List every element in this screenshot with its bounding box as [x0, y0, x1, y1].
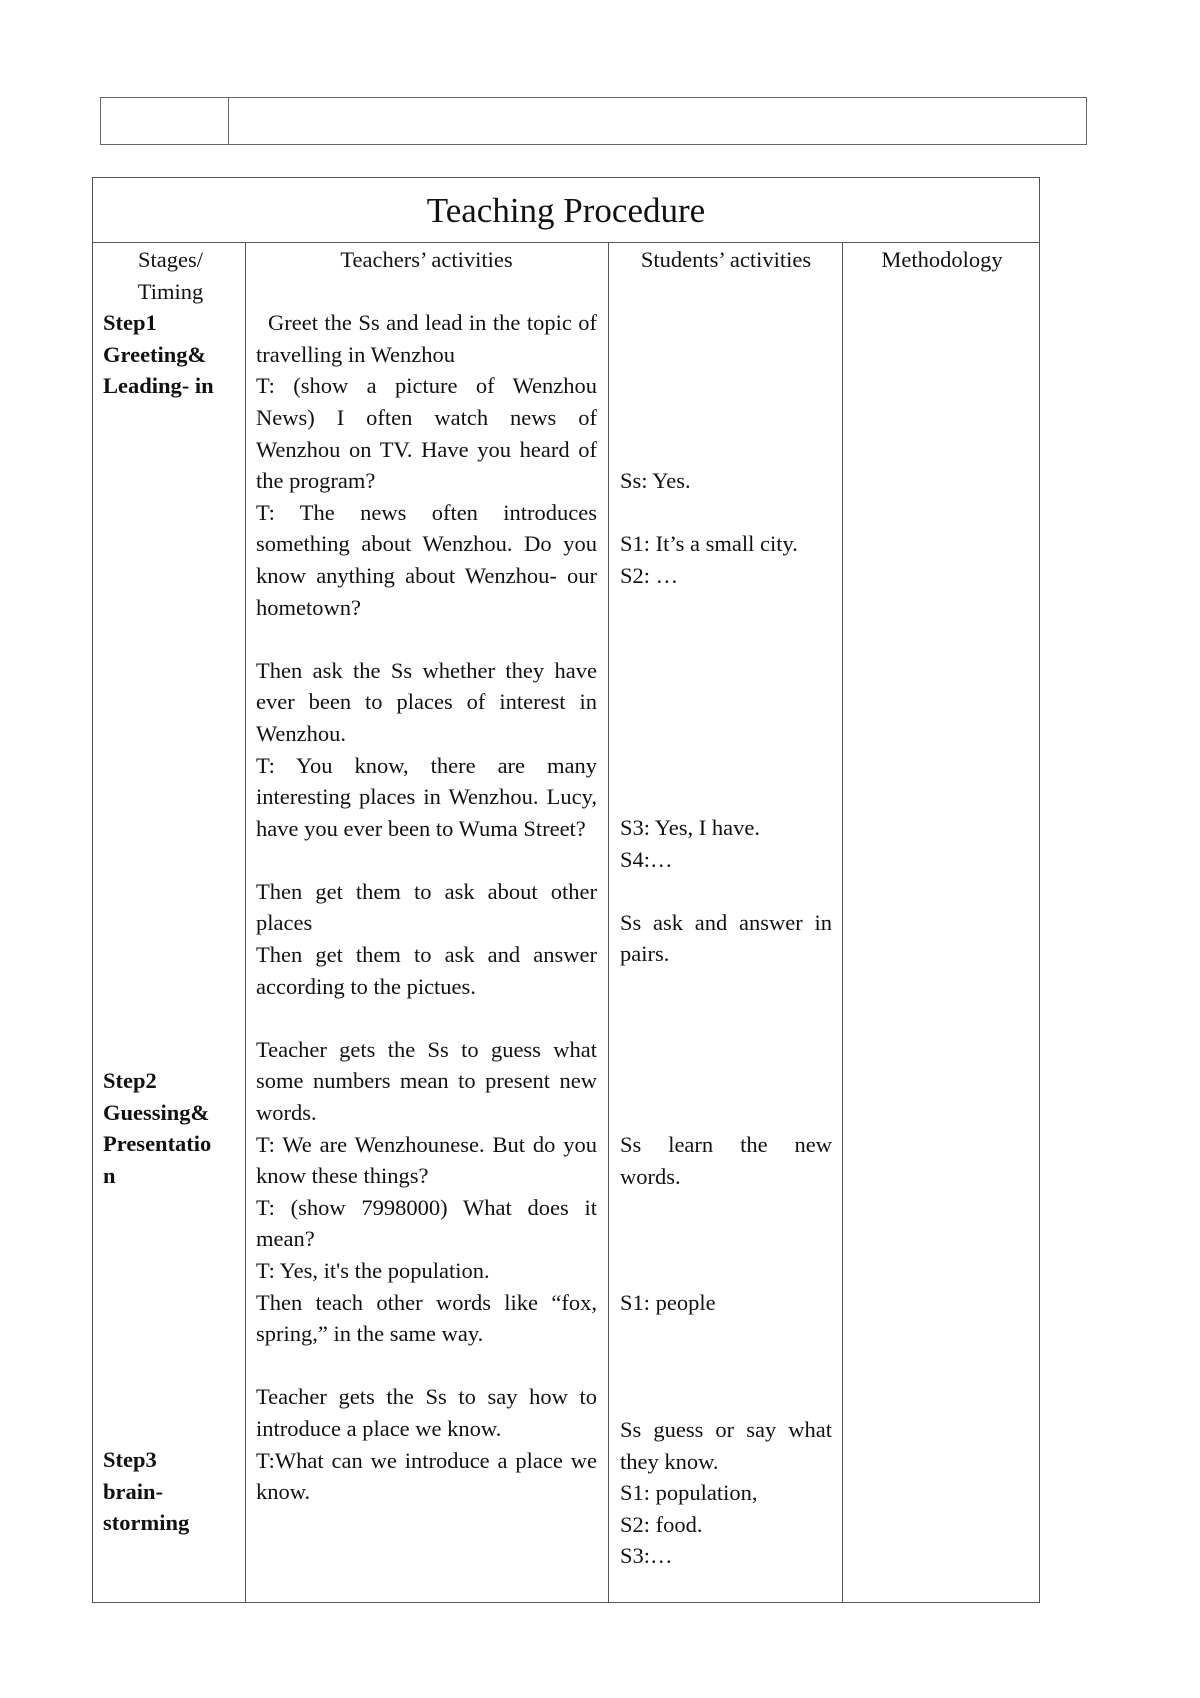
teacher-activity: Then teach other words like “fox, spring,” in the same way. — [256, 1289, 597, 1347]
header-timing: Timing — [137, 278, 204, 304]
teacher-activity: T: Yes, it's the population. — [256, 1258, 490, 1283]
student-response: S4:… — [620, 846, 673, 872]
student-response: Ss guess or say what they know. — [620, 1417, 832, 1474]
student-response: S3:… — [620, 1543, 673, 1569]
step1-name: Leading- in — [103, 373, 214, 399]
teacher-activity: T: The news often introduces something about Wenzhou. Do you know anything about Wenzhou- our hometown? — [256, 499, 597, 620]
student-response: S1: It’s a small city. — [620, 531, 798, 557]
students-block-5 — [620, 1414, 832, 1572]
teacher-activity: Then ask the Ss whether they have ever been to places of interest in Wenzhou. — [256, 657, 597, 746]
header-methodology: Methodology — [881, 247, 1003, 272]
teacher-activity: Then get them to ask and answer according to the pictues. — [256, 942, 597, 999]
teacher-activity: Teacher gets the Ss to say how to introduce a place we know. — [256, 1384, 597, 1441]
step1-name: Greeting& — [103, 341, 207, 367]
header-table-divider — [228, 98, 229, 144]
column-divider — [608, 242, 609, 1602]
step3-label: Step3 — [103, 1447, 157, 1472]
step3-name: storming — [103, 1510, 190, 1536]
step1-label: Step1 — [103, 310, 157, 336]
header-info-table — [100, 97, 1087, 145]
header-students-activities: Students’ activities — [640, 247, 812, 272]
student-response: Ss ask and answer in pairs. — [620, 909, 832, 967]
student-response: S1: population, — [620, 1480, 758, 1506]
teacher-activity: T: (show 7998000) What does it mean? — [256, 1194, 597, 1252]
step2-label: Step2 — [103, 1068, 157, 1093]
students-block-4 — [620, 1287, 832, 1319]
students-block-1 — [620, 465, 832, 591]
teacher-activity: T: We are Wenzhounese. But do you know these things? — [256, 1131, 597, 1189]
student-response: S1: people — [620, 1290, 716, 1315]
step2-name: Guessing& — [103, 1099, 210, 1125]
step3-name: brain- — [103, 1478, 164, 1504]
methodology-column — [853, 244, 1031, 276]
stages-step3 — [103, 1444, 238, 1539]
students-block-3 — [620, 1129, 832, 1192]
teachers-activities-column — [256, 244, 597, 1508]
column-divider — [842, 242, 843, 1602]
step2-name: Presentatio — [103, 1131, 212, 1157]
student-response: S2: food. — [620, 1511, 703, 1537]
teacher-activity: Greet the Ss and lead in the topic of travelling in Wenzhou — [256, 310, 597, 367]
table-title: Teaching Procedure — [93, 178, 1039, 243]
student-response: Ss: Yes. — [620, 468, 691, 493]
teacher-activity: T: (show a picture of Wenzhou News) I often watch news of Wenzhou on TV. Have you heard of the program? — [256, 373, 597, 494]
teacher-activity: Then get them to ask about other places — [256, 878, 597, 936]
stages-step2 — [103, 1065, 238, 1191]
teacher-activity: T: You know, there are many interesting places in Wenzhou. Lucy, have you ever been to Wuma Street? — [256, 752, 597, 841]
header-stages: Stages/ — [138, 247, 203, 272]
teaching-procedure-table — [92, 177, 1040, 1603]
students-block-2 — [620, 812, 832, 970]
header-teachers-activities: Teachers’ activities — [340, 247, 513, 272]
teacher-activity: T:What can we introduce a place we know. — [256, 1447, 597, 1505]
stages-column — [103, 244, 238, 402]
student-response: S3: Yes, I have. — [620, 815, 761, 840]
teacher-activity: Teacher gets the Ss to guess what some numbers mean to present new words. — [256, 1036, 597, 1126]
step2-name: n — [103, 1162, 116, 1188]
student-response: Ss learn the new words. — [620, 1132, 832, 1189]
students-activities-column — [620, 244, 832, 276]
student-response: S2: … — [620, 562, 679, 588]
column-divider — [245, 242, 246, 1602]
